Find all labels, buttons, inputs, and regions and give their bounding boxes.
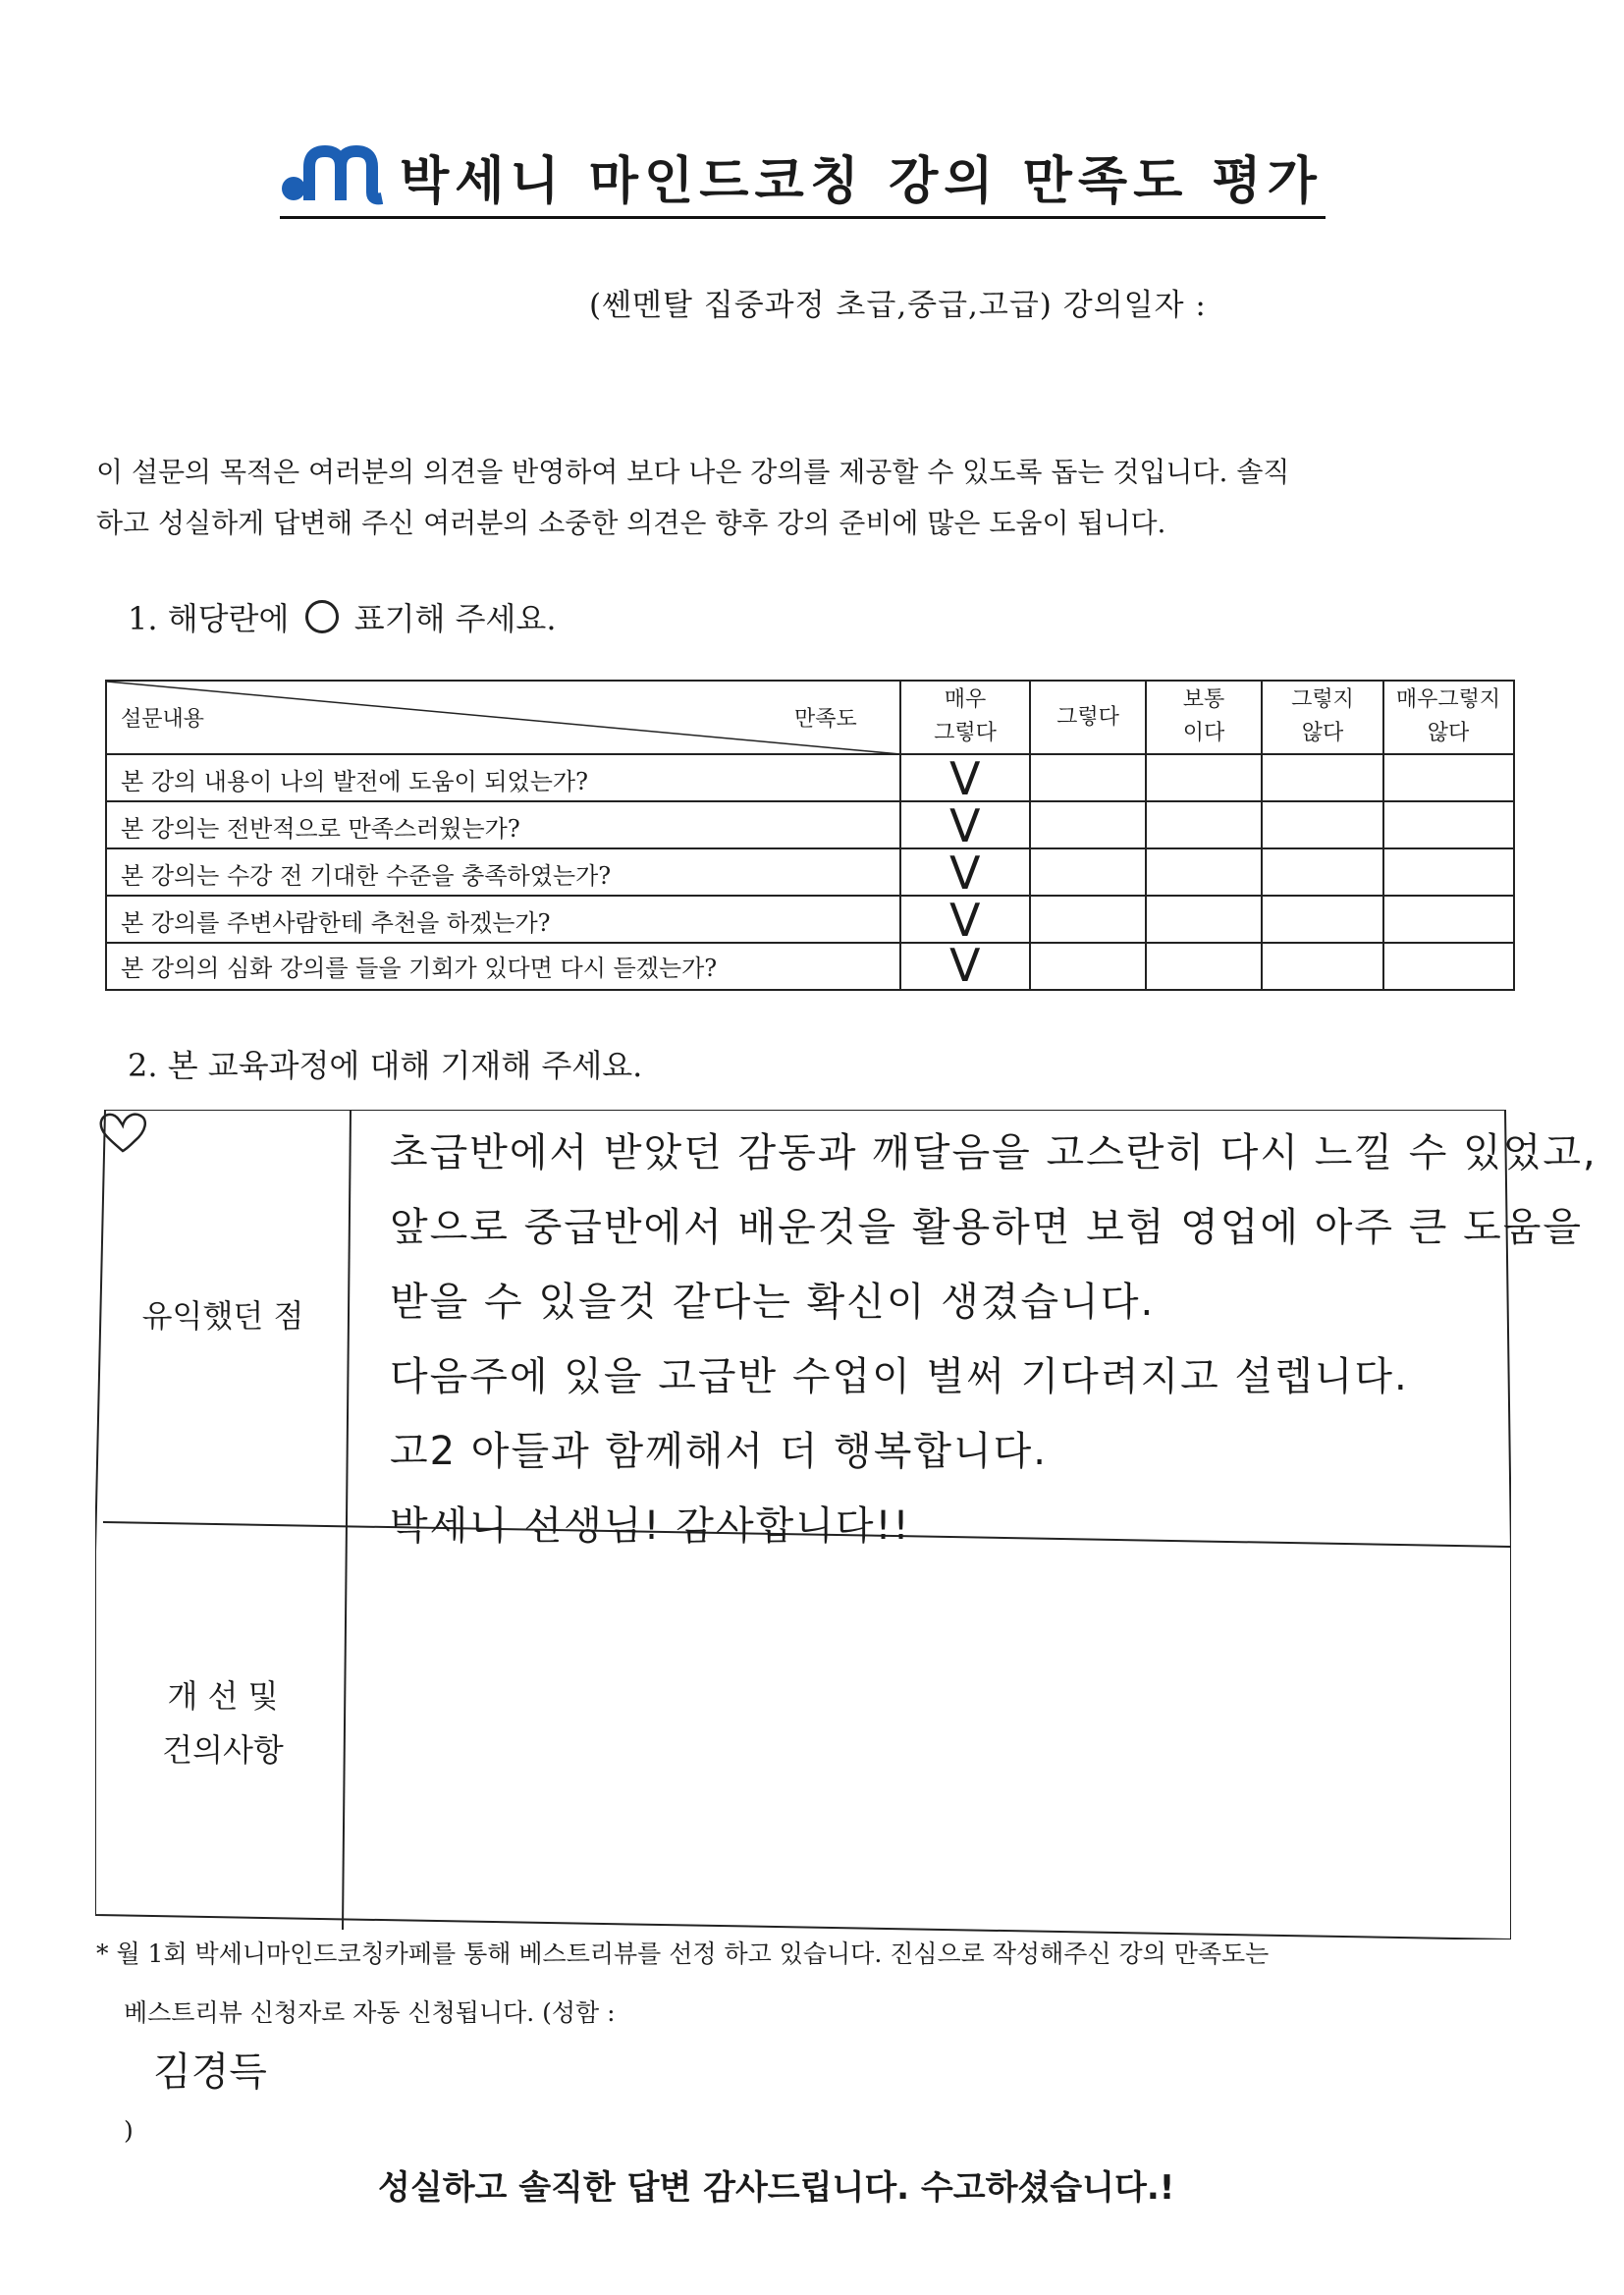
improve-label: 개 선 및 건의사항	[162, 1677, 284, 1769]
survey-table	[105, 680, 1515, 991]
check-mark-q2[interactable]: V	[949, 799, 981, 852]
question-3: 본 강의는 수강 전 기대한 수준을 충족하였는가?	[121, 862, 612, 890]
useful-line-2[interactable]: 앞으로 중급반에서 배운것을 활용하면 보험 영업에 아주 큰 도움을	[390, 1205, 1583, 1250]
park-seni-logo-icon	[280, 137, 388, 206]
check-mark-q5[interactable]: V	[949, 939, 981, 992]
note-line-1: * 월 1회 박세니마인드코칭카페를 통해 베스트리뷰를 선정 하고 있습니다. 진심으로 작성해주신 강의 만족도는	[96, 1940, 1270, 1968]
heart-icon	[95, 1110, 150, 1155]
intro-line-1: 이 설문의 목적은 여러분의 의견을 반영하여 보다 나은 강의를 제공할 수 있도록 돕는 것입니다. 솔직	[96, 456, 1290, 488]
header-satisfaction: 만족도	[794, 707, 857, 732]
question-5: 본 강의의 심화 강의를 들을 기회가 있다면 다시 듣겠는가?	[121, 955, 718, 982]
col-agree: 그렇다	[1056, 705, 1119, 730]
page-title: 박세니 마인드코칭 강의 만족도 평가	[400, 151, 1323, 211]
useful-label: 유익했던 점	[141, 1297, 304, 1335]
section1-title-after: 표기해 주세요.	[353, 600, 557, 637]
col-very-disagree: 매우그렇지 않다	[1395, 687, 1501, 745]
section1-title	[128, 594, 557, 639]
intro-paragraph	[96, 447, 1520, 549]
section2-title: 2. 본 교육과정에 대해 기재해 주세요.	[128, 1047, 643, 1084]
useful-line-4[interactable]: 다음주에 있을 고급반 수업이 벌써 기다려지고 설렙니다.	[390, 1354, 1409, 1399]
circle-symbol-icon	[305, 600, 339, 633]
useful-line-5[interactable]: 고2 아들과 함께해서 더 행복합니다.	[390, 1429, 1048, 1474]
col-neutral: 보통 이다	[1182, 687, 1225, 745]
course-date-line: (쎈멘탈 집중과정 초급,중급,고급) 강의일자 :	[589, 288, 1207, 323]
header-survey-content: 설문내용	[121, 707, 205, 732]
note-line-2: 베스트리뷰 신청자로 자동 신청됩니다. (성함 : 김경득 )	[96, 1984, 1269, 2160]
col-disagree: 그렇지 않다	[1291, 687, 1354, 745]
footer-note	[96, 1925, 1269, 2160]
question-4: 본 강의를 주변사람한테 추천을 하겠는가?	[121, 909, 551, 937]
col-very-agree: 매우 그렇다	[934, 687, 997, 745]
question-2: 본 강의는 전반적으로 만족스러웠는가?	[121, 815, 520, 843]
closing-thanks: 성실하고 솔직한 답변 감사드립니다. 수고하셨습니다.!	[378, 2168, 1175, 2208]
check-mark-q3[interactable]: V	[949, 847, 981, 900]
section1-title-before: 1. 해당란에	[128, 600, 290, 637]
check-mark-q1[interactable]: V	[949, 752, 981, 805]
useful-line-6[interactable]: 박세니 선생님! 감사합니다!!	[390, 1503, 911, 1549]
useful-line-1[interactable]: 초급반에서 받았던 감동과 깨달음을 고스란히 다시 느낄 수 있었고,	[390, 1130, 1597, 1175]
signature-name[interactable]: 김경득	[153, 2049, 267, 2095]
check-mark-q4[interactable]: V	[949, 894, 981, 947]
title-area	[280, 137, 1326, 219]
intro-line-2: 하고 성실하게 답변해 주신 여러분의 소중한 의견은 향후 강의 준비에 많은 도움이 됩니다.	[96, 507, 1166, 539]
useful-line-3[interactable]: 받을 수 있을것 같다는 확신이 생겼습니다.	[390, 1280, 1156, 1325]
question-1: 본 강의 내용이 나의 발전에 도움이 되었는가?	[121, 768, 588, 795]
education-table	[95, 1110, 1597, 1940]
